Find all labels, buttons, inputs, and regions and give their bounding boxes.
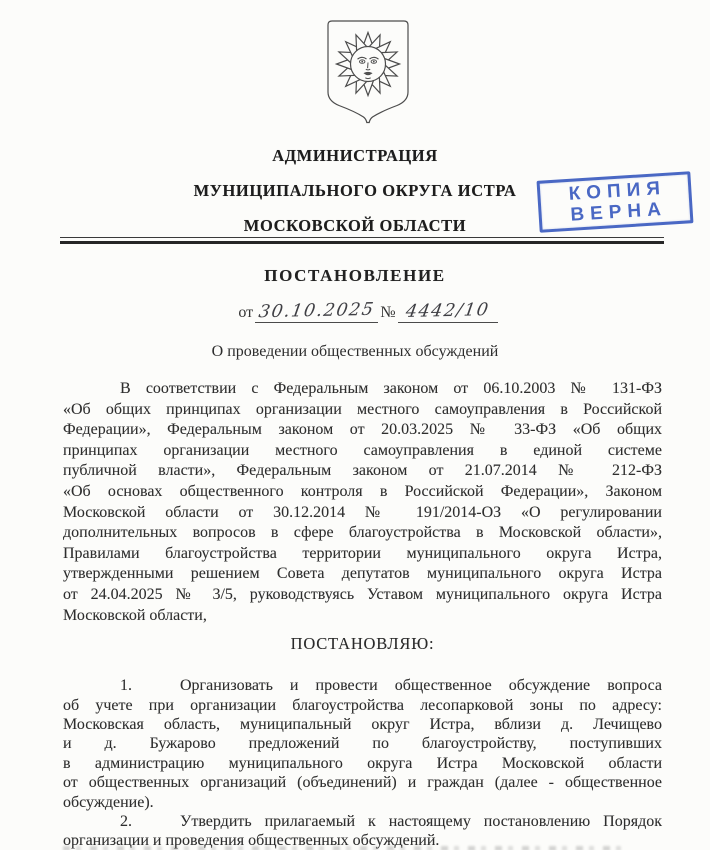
preamble-paragraph [63,379,662,626]
org-line-administration: АДМИНИСТРАЦИЯ [272,146,438,165]
text-line: публичной власти», Федеральным законом от 21.07.2014 № 212-ФЗ [63,462,662,480]
text-line: от 24.04.2025 № 3/5, руководствуясь Уставом муниципального округа Истра [63,585,662,603]
date-number-line [12,301,710,323]
text-line: Московской области, [63,606,207,624]
copy-verified-stamp [537,171,694,233]
text-line: организации и проведения общественных обсуждений. [63,832,440,850]
text-line: Федерации», Федеральным законом от 20.03.2025 № 33-ФЗ «Об общих [63,421,662,439]
document-subject: О проведении общественных обсуждений [211,343,499,360]
item-1-paragraph [63,676,662,812]
item-2-paragraph [63,812,662,850]
stamp-line-verna: ВЕРНА [569,198,668,226]
text-line: утвержденными решением Совета депутатов муниципального округа Истра [63,565,662,583]
document-title: ПОСТАНОВЛЕНИЕ [264,266,446,285]
handwritten-number: 4442/10 [404,300,491,322]
text-line: принципах организации местного самоуправления в единой системе [63,441,662,459]
text-line: от общественных организаций (объединений) и граждан (далее - общественное [63,774,662,792]
text-line: дополнительных вопросов в сфере благоустройства в Московской области», [63,524,662,542]
istra-coat-of-arms-icon [324,16,412,124]
resolve-word: ПОСТАНОВЛЯЮ: [290,634,435,654]
document-body [63,379,662,850]
text-line: Московской области от 30.12.2014 № 191/2014-ОЗ «О регулировании [63,503,662,521]
text-line: Правилами благоустройства территории муниципального округа Истра, [63,544,662,562]
header-divider-rule [60,237,664,244]
org-line-region: МОСКОВСКОЙ ОБЛАСТИ [243,216,467,235]
date-label: от [238,304,254,321]
number-field [398,301,498,323]
text-line: обсуждение). [63,793,154,811]
date-field [255,301,378,323]
resolution-items [63,676,662,850]
handwritten-date: 30.10.2025 [257,299,377,323]
text-line: 1. Организовать и провести общественное обсуждение вопроса [120,677,662,695]
text-line: об учете при организации благоустройства лесопарковой зоны по адресу: [63,696,662,714]
cutoff-line-artifact [63,846,623,850]
text-line: 2. Утвердить прилагаемый к настоящему постановлению Порядок [120,812,662,830]
text-line: «Об основах общественного контроля в Российской Федерации», Законом [63,482,662,500]
number-label: № [380,304,396,321]
text-line: Московская область, муниципальный округ Истра, вблизи д. Лечищево [63,715,662,733]
text-line: и д. Бужарово предложений по благоустройству, поступивших [63,735,662,753]
text-line: в администрацию муниципального округа Истра Московской области [63,754,662,772]
stamp-line-kopiya: КОПИЯ [568,177,667,205]
text-line: «Об общих принципах организации местного самоуправления в Российской [63,400,662,418]
org-line-district: МУНИЦИПАЛЬНОГО ОКРУГА ИСТРА [193,181,517,200]
text-line: В соответствии с Федеральным законом от 06.10.2003 № 131-ФЗ [120,380,662,397]
